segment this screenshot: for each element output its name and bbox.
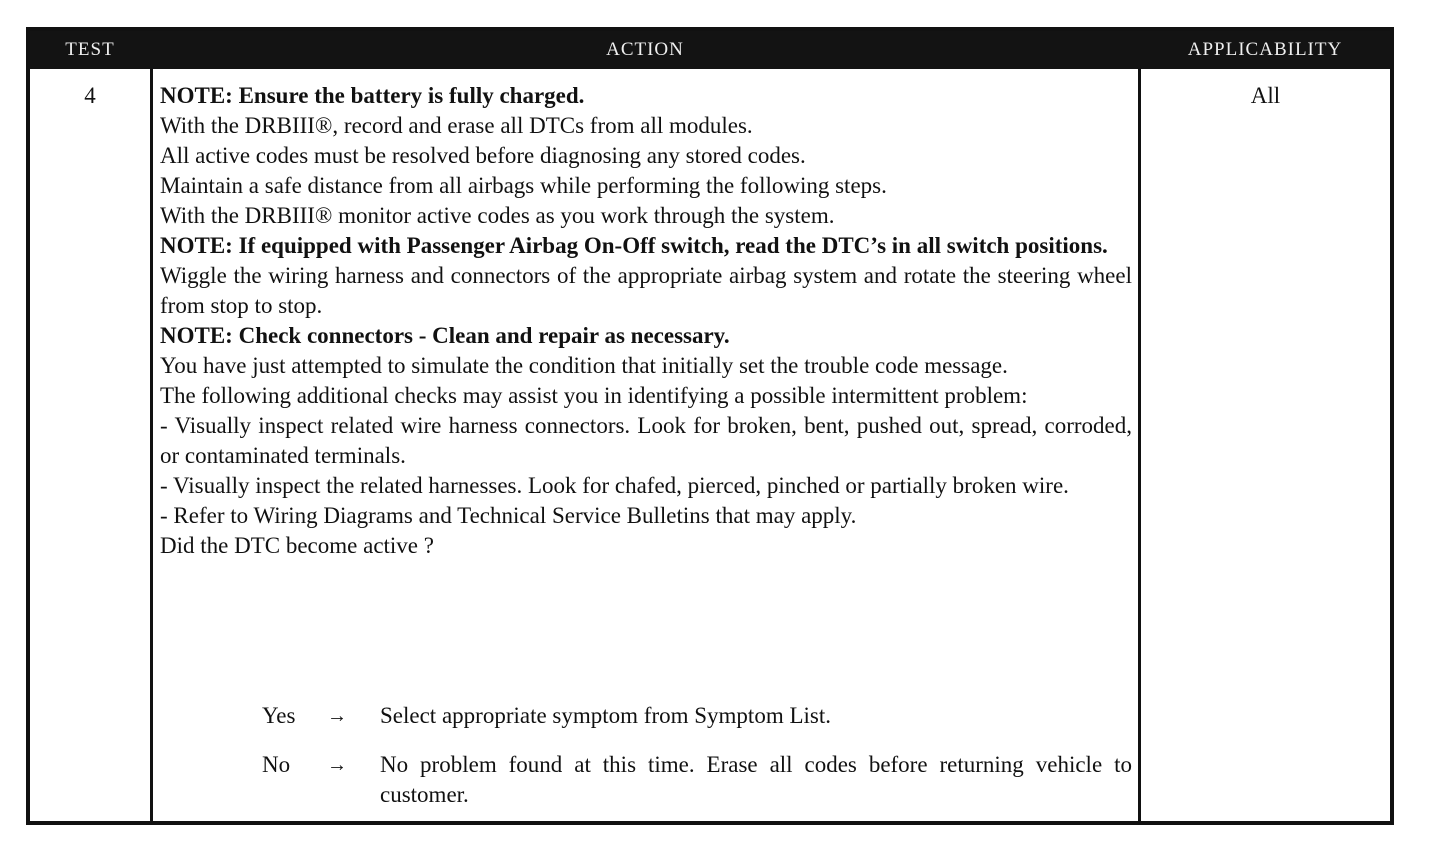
header-test: TEST [65,39,115,60]
action-line: NOTE: If equipped with Passenger Airbag On-Off switch, read the DTC’s in all switch positions. [160,233,1108,258]
answer-label: Yes [262,703,296,728]
action-line: - Visually inspect related wire harness connectors. Look for broken, bent, pushed out, spread, corroded, or contaminated terminals. [160,413,1132,468]
answer-yes [262,701,1132,731]
action-line: Wiggle the wiring harness and connectors of the appropriate airbag system and rotate the steering wheel from stop to stop. [160,263,1132,318]
action-line: - Visually inspect the related harnesses. Look for chafed, pierced, pinched or partially broken wire. [160,473,1069,498]
right-arrow-icon: → [327,705,347,727]
action-line: The following additional checks may assist you in identifying a possible intermittent problem: [160,383,1028,408]
action-line: NOTE: Ensure the battery is fully charged. [160,83,585,108]
column-divider [150,69,153,821]
table-row [30,69,1390,821]
action-line: Maintain a safe distance from all airbags while performing the following steps. [160,173,887,198]
action-line: All active codes must be resolved before diagnosing any stored codes. [160,143,806,168]
action-line: With the DRBIII®, record and erase all DTCs from all modules. [160,113,753,138]
action-line: NOTE: Check connectors - Clean and repair as necessary. [160,323,730,348]
action-line: You have just attempted to simulate the condition that initially set the trouble code message. [160,353,1008,378]
header-action: ACTION [606,39,684,60]
action-line: With the DRBIII® monitor active codes as you work through the system. [160,203,835,228]
action-line: - Refer to Wiring Diagrams and Technical Service Bulletins that may apply. [160,503,857,528]
diagnostic-test-table [26,27,1394,825]
action-text [160,81,1132,561]
answer-text: No problem found at this time. Erase all codes before returning vehicle to customer. [380,752,1132,807]
answer-label: No [262,752,291,777]
header-applicability: APPLICABILITY [1187,39,1343,60]
answer-list [262,701,1132,829]
answer-no [262,750,1132,810]
column-divider [1138,69,1141,821]
table-header [30,31,1390,69]
test-number: 4 [84,83,96,108]
applicability-value: All [1250,83,1281,108]
right-arrow-icon: → [327,754,347,776]
answer-text: Select appropriate symptom from Symptom List. [380,703,831,728]
action-line: Did the DTC become active ? [160,533,434,558]
